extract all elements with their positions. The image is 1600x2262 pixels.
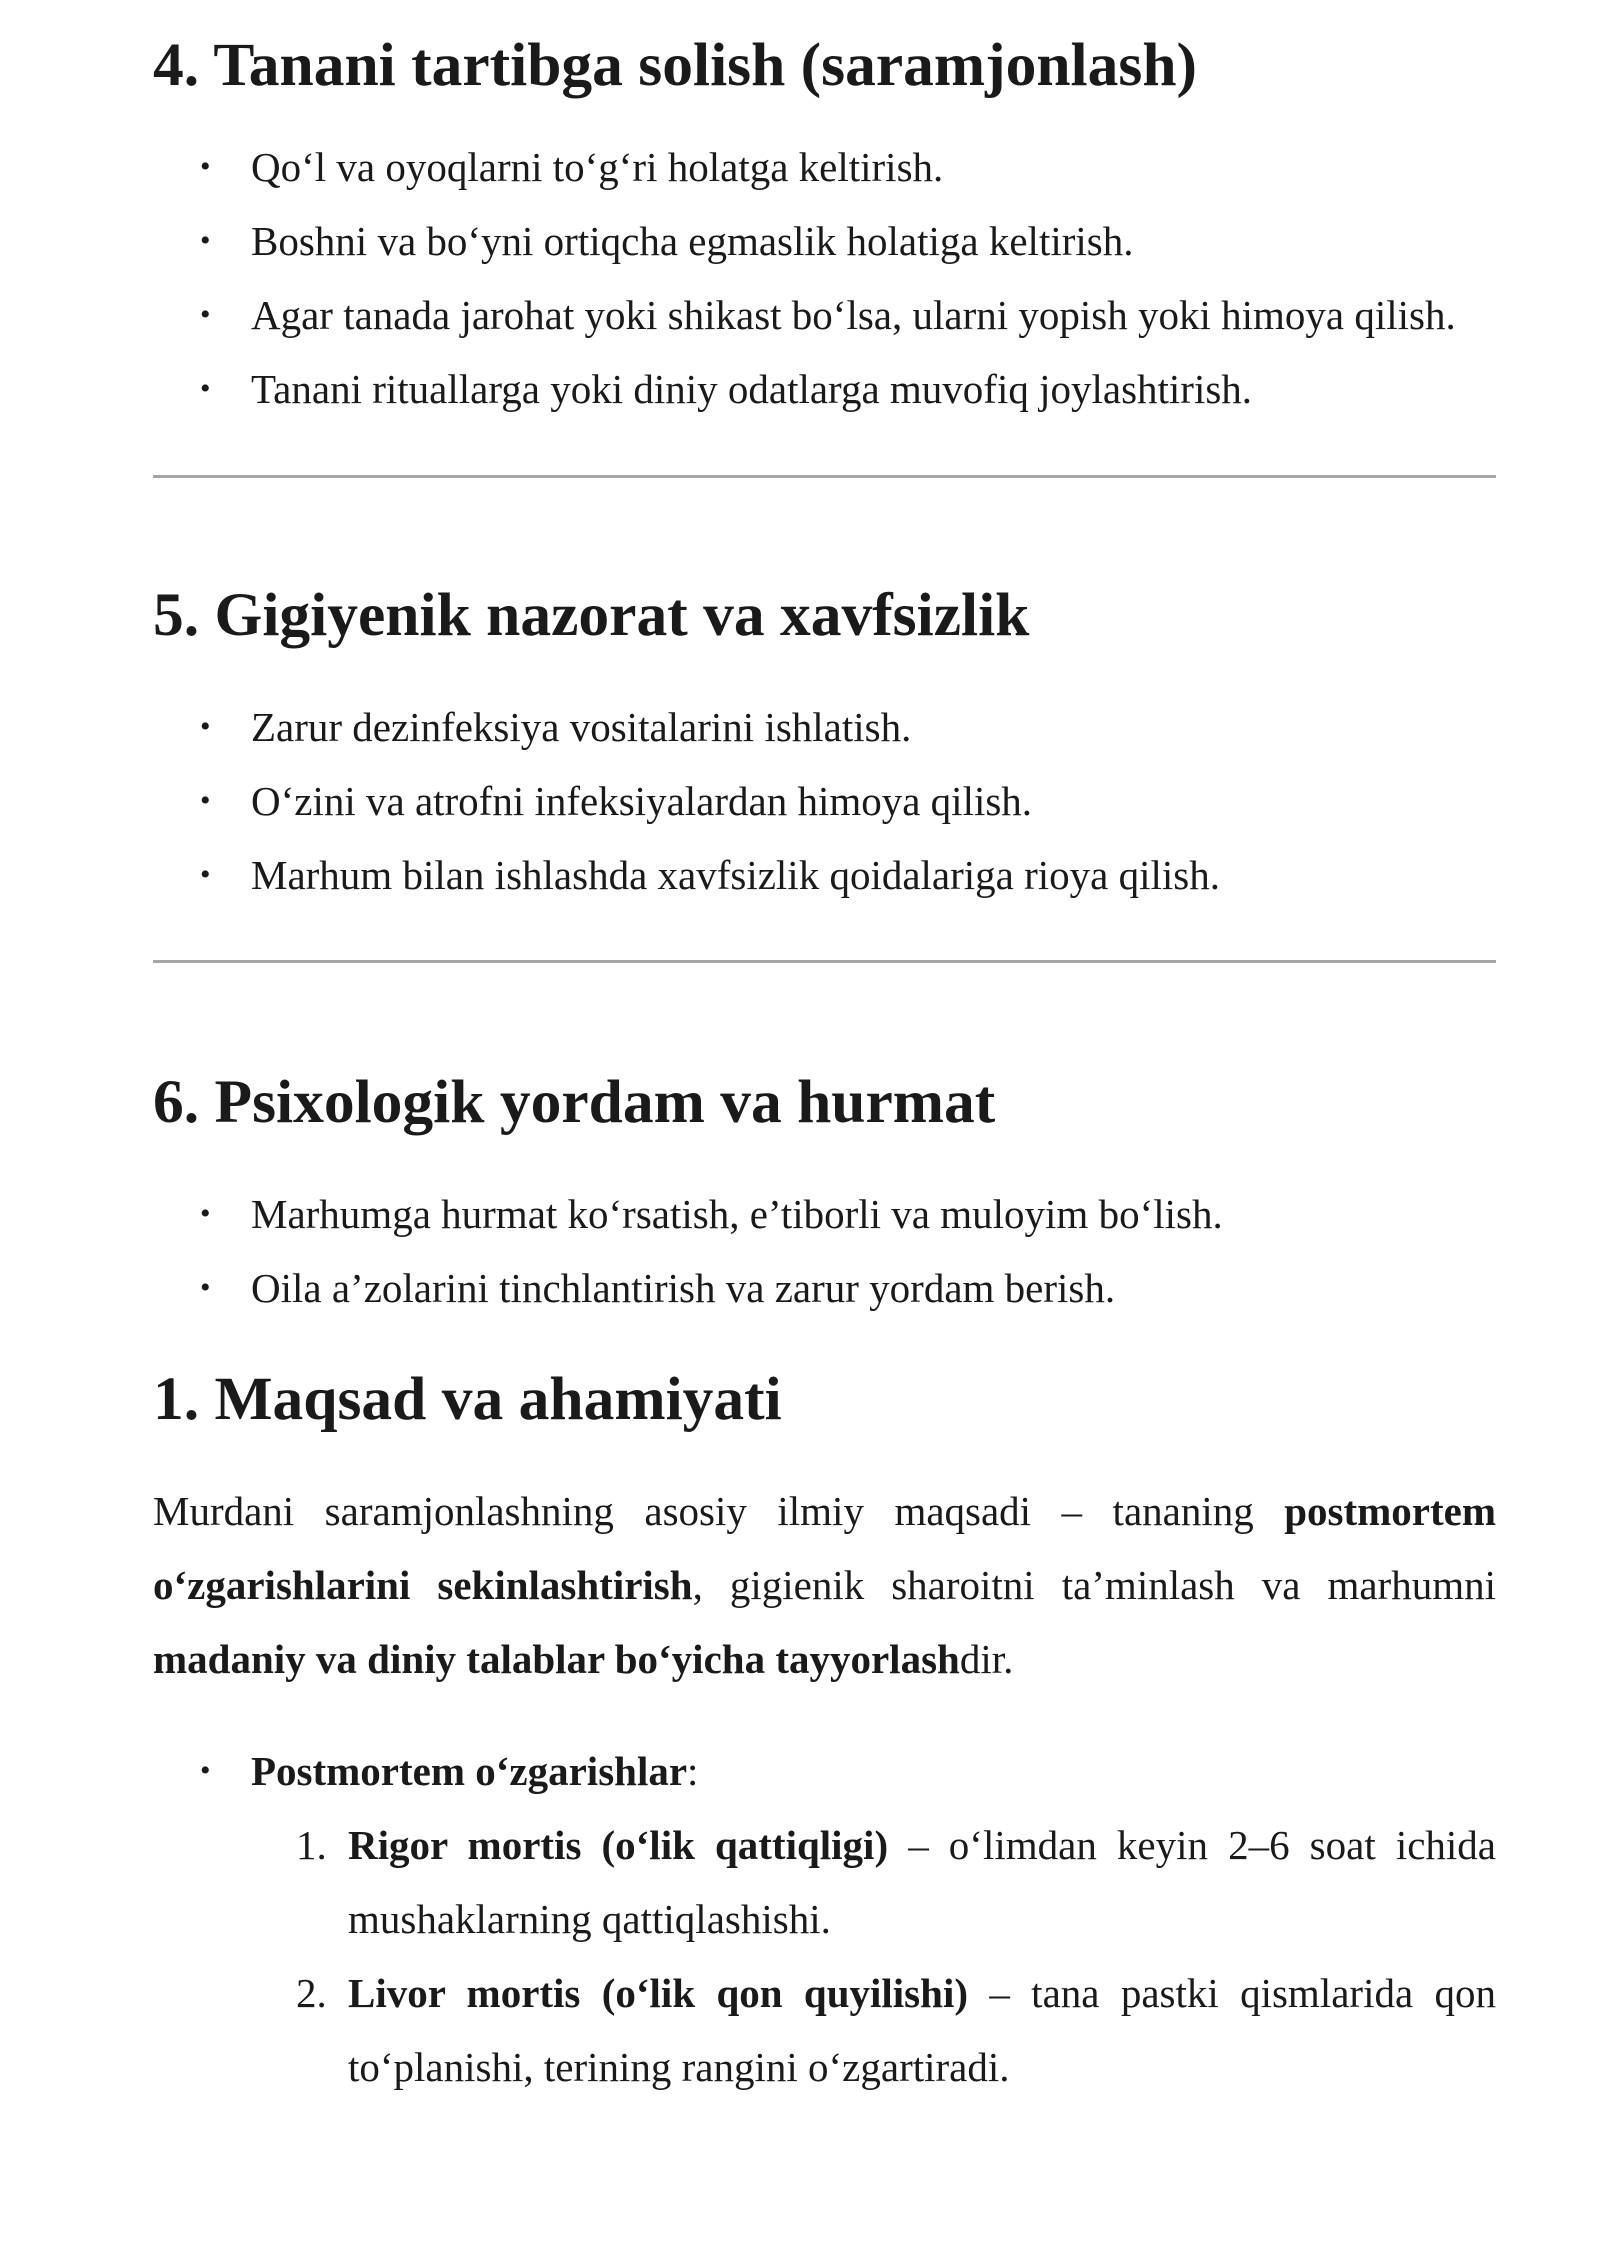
paragraph-text: , gigienik sharoitni ta’minlash va marhumni (692, 1562, 1496, 1608)
section-heading-5: 5. Gigiyenik nazorat va xavfsizlik (153, 581, 1030, 649)
list-item: • Zarur dezinfeksiya vositalarini ishlatish. (153, 690, 1496, 764)
item-number: 1. (296, 1822, 327, 1868)
list-item: • Tanani rituallarga yoki diniy odatlarga muvofiq joylashtirish. (153, 352, 1496, 426)
list-item: • Agar tanada jarohat yoki shikast bo‘lsa, ularni yopish yoki himoya qilish. (153, 278, 1496, 352)
numbered-item (153, 1808, 1496, 1956)
list-item (153, 1734, 1496, 1808)
bullet-suffix: : (687, 1748, 699, 1794)
paragraph-text: dir. (959, 1636, 1014, 1682)
list-item: • Boshni va bo‘yni ortiqcha egmaslik holatiga keltirish. (153, 204, 1496, 278)
paragraph-bold-text: madaniy va diniy talablar bo‘yicha tayyorlash (153, 1636, 960, 1682)
item-bold-text: Livor mortis (o‘lik qon quyilishi) (348, 1970, 968, 2016)
paragraph-bold-text: postmortem o‘zgarishlarini sekinlashtirish (153, 1488, 1496, 1608)
section-divider (153, 475, 1496, 478)
numbered-list-postmortem (153, 1808, 1496, 2104)
document-page (153, 0, 1496, 2104)
bullet-list-section-6 (153, 1177, 1496, 1325)
bullet-list-postmortem (153, 1734, 1496, 1808)
list-item: • Qo‘l va oyoqlarni to‘g‘ri holatga keltirish. (153, 130, 1496, 204)
body-paragraph (153, 1474, 1496, 1696)
section-divider (153, 960, 1496, 963)
item-text: – tana pastki qismlarida qon to‘planishi, terining rangini o‘zgartiradi. (348, 1970, 1497, 2090)
section-heading-6: 6. Psixologik yordam va hurmat (153, 1068, 996, 1136)
item-bold-text: Rigor mortis (o‘lik qattiqligi) (348, 1822, 889, 1868)
bullet-list-section-5 (153, 690, 1496, 912)
item-number: 2. (296, 1970, 327, 2016)
section-heading-4: 4. Tanani tartibga solish (saramjonlash) (153, 31, 1197, 99)
section-heading-1: 1. Maqsad va ahamiyati (153, 1365, 782, 1433)
item-text: – o‘limdan keyin 2–6 soat ichida mushaklarning qattiqlashishi. (348, 1822, 1496, 1942)
list-item: • O‘zini va atrofni infeksiyalardan himoya qilish. (153, 764, 1496, 838)
list-item: • Marhumga hurmat ko‘rsatish, e’tiborli va muloyim bo‘lish. (153, 1177, 1496, 1251)
paragraph-text: Murdani saramjonlashning asosiy ilmiy maqsadi – tananing (153, 1488, 1285, 1534)
list-item: • Marhum bilan ishlashda xavfsizlik qoidalariga rioya qilish. (153, 838, 1496, 912)
bullet-bold-text: Postmortem o‘zgarishlar (251, 1748, 688, 1794)
bullet-list-section-4 (153, 130, 1496, 426)
list-item: • Oila a’zolarini tinchlantirish va zarur yordam berish. (153, 1251, 1496, 1325)
numbered-item (153, 1956, 1496, 2104)
